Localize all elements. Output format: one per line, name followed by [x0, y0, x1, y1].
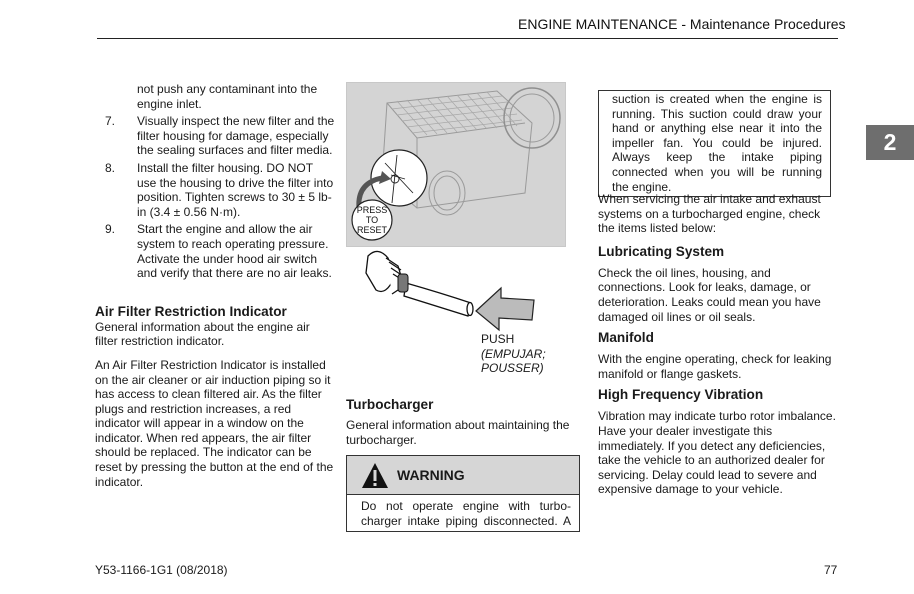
warning-box: [346, 455, 580, 532]
push-translation-1: (EMPUJAR;: [481, 346, 546, 361]
section-title-lubricating: Lubricating System: [598, 243, 725, 259]
push-label: [481, 332, 546, 376]
push-text: PUSH: [481, 332, 515, 346]
warning-body-line-1: Do not operate engine with turbo-: [361, 499, 571, 513]
push-translation-2: POUSSER): [481, 361, 544, 376]
section-title-vibration: High Frequency Vibration: [598, 387, 764, 403]
step-number: 8.: [105, 160, 116, 175]
section-body: With the engine operating, check for leaking manifold or flange gaskets.: [598, 352, 832, 381]
step-item: [95, 114, 335, 158]
air-cleaner-drawing-icon: [347, 83, 565, 246]
step-item: [95, 161, 335, 219]
step-text: Visually inspect the new filter and the filter housing for damage, especially the sealing surfaces and filter media.: [137, 114, 335, 158]
air-cleaner-illustration: [346, 82, 566, 247]
warning-continuation-box: suction is created when the engine is running. This suction could draw your hand or anything else near it into the impeller fan. You could be injured. Always keep the intake piping connected when you will be running the engine.: [598, 90, 831, 197]
chapter-number: 2: [883, 129, 897, 155]
section-title-turbocharger: Turbocharger: [346, 397, 434, 412]
page-header-title: ENGINE MAINTENANCE - Maintenance Procedures: [518, 16, 846, 32]
callout-line-2: TO: [365, 215, 379, 225]
column-3: [598, 192, 838, 497]
warning-body-line-2: charger intake piping disconnected. A: [361, 513, 571, 528]
chapter-tab: [866, 125, 914, 160]
turbo-check-intro: When servicing the air intake and exhaust systems on a turbocharged engine, check the items listed below:: [598, 192, 821, 236]
indicator-push-drawing-icon: [346, 248, 586, 338]
warning-triangle-icon: [361, 462, 389, 489]
section-body: An Air Filter Restriction Indicator is installed on the air cleaner or air induction piping so it has access to clean filtered air. As the filter plugs and restriction increases, a red indicator will appear in a window on the indicator. When red appears, the air filter should be replaced. The indicator can be reset by pressing the button at the end of the indicator.: [95, 357, 334, 489]
step-item: [95, 222, 335, 280]
push-arrow-icon: [476, 288, 534, 330]
section-body: Vibration may indicate turbo rotor imbalance. Have your dealer investigate this immediately. If you detect any deficiencies, take the vehicle to an authorized dealer for servicing. Delay could lead to severe and expensive damage to your vehicle.: [598, 409, 836, 497]
callout-line-3: RESET: [356, 225, 388, 235]
section-body: Check the oil lines, housing, and connections. Look for leaks, damage, or deterioration. Leaks could mean you have damaged oil lines or oil seals.: [598, 265, 821, 324]
warning-label: WARNING: [397, 467, 465, 483]
section-title-manifold: Manifold: [598, 330, 654, 346]
restriction-indicator-illustration: [346, 248, 586, 338]
step-continuation: not push any contaminant into the engine inlet.: [137, 82, 318, 111]
footer-doc-id: Y53-1166-1G1 (08/2018): [95, 563, 228, 577]
step-number: 7.: [105, 114, 116, 129]
column-2: [346, 397, 586, 447]
section-intro: General information about maintaining the turbocharger.: [346, 418, 570, 447]
step-text: Start the engine and allow the air system to reach operating pressure. Activate the under hood air switch and verify that there are no air leaks.: [137, 222, 332, 281]
callout-line-1: PRESS: [356, 205, 388, 215]
section-intro: General information about the engine air filter restriction indicator.: [95, 319, 310, 349]
step-text: Install the filter housing. DO NOT use the housing to drive the filter into position. Tighten screws to 30 ± 5 lb-in (3.4 ± 0.56 N·m).: [137, 160, 334, 219]
warning-header: [347, 456, 579, 495]
header-rule: [97, 38, 838, 39]
step-number: 9.: [105, 222, 116, 237]
column-1: [95, 82, 335, 489]
page-number: 77: [824, 563, 838, 577]
section-title-air-filter: Air Filter Restriction Indicator: [95, 303, 287, 319]
warning-body: [347, 495, 579, 531]
